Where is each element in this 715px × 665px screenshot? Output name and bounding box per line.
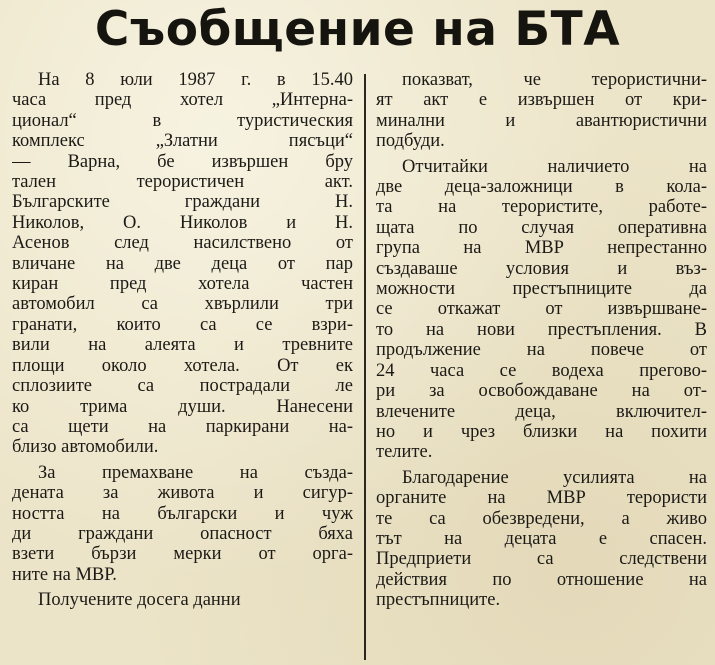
text-line: можности престъпниците да <box>376 279 707 300</box>
text-line: ните на МВР. <box>12 564 117 585</box>
text-line: Отчитайки наличието на <box>402 156 707 177</box>
text-line: площи около хотела. От ек <box>12 355 353 376</box>
text-line: Николов, О. Николов и Н. <box>12 212 353 233</box>
article-column-right <box>376 70 707 662</box>
text-line: то на нови престъпления. В <box>376 319 707 340</box>
article-paragraph <box>376 70 707 152</box>
text-line: ят акт е извършен от кри- <box>376 90 707 111</box>
text-line: вличане на две деца от пар <box>12 253 353 274</box>
text-line: тът на децата е спасен. <box>376 528 707 549</box>
text-line: — Варна, бе извършен бру <box>12 151 353 172</box>
text-line: ди граждани опасност бяха <box>12 523 353 544</box>
text-line: създаваше условия и въз- <box>376 258 707 279</box>
text-line: две деца-заложници в кола- <box>376 177 707 198</box>
text-line: органите на МВР терористи <box>376 488 707 509</box>
article-paragraph <box>12 70 353 458</box>
text-line: група на МВР непрестанно <box>376 238 707 259</box>
text-line: часа пред хотел „Интерна- <box>12 90 353 111</box>
text-line: те са обезвредени, а живо <box>376 508 707 529</box>
text-line: Предприети са следствени <box>376 549 707 570</box>
text-line: престъпниците. <box>376 590 501 611</box>
text-line: показват, че терористични- <box>402 70 707 90</box>
text-line: взети бързи мерки от орга- <box>12 544 353 565</box>
text-line: минални и авантюристични <box>376 110 707 131</box>
text-line: Получените досега данни <box>38 590 241 611</box>
text-line: щата по случая оперативна <box>376 217 707 238</box>
text-line: но и чрез близки на похити <box>376 421 707 442</box>
text-line: близо автомобили. <box>12 437 159 458</box>
text-line: сплозиите са пострадали ле <box>12 376 353 397</box>
text-line: ко трима души. Нанесени <box>12 396 353 417</box>
text-line: За премахване на създа- <box>38 462 353 483</box>
text-line: На 8 юли 1987 г. в 15.40 <box>38 70 353 90</box>
column-divider <box>364 74 366 660</box>
text-line: се откажат от извършване- <box>376 299 707 320</box>
text-line: гранати, които са се взри- <box>12 314 353 335</box>
text-line: та на терористите, работе- <box>376 197 707 218</box>
article-paragraph <box>12 463 353 585</box>
text-line: автомобил са хвърлили три <box>12 294 353 315</box>
text-line: действия по отношение на <box>376 569 707 590</box>
text-line: комплекс „Златни пясъци“ <box>12 131 353 152</box>
text-line: ри за освобождаване на от- <box>376 381 707 402</box>
article-paragraph <box>12 590 353 610</box>
headline: Съобщение на БТА <box>94 2 621 57</box>
text-line: Българските граждани Н. <box>12 192 353 213</box>
article-paragraph <box>376 468 707 611</box>
text-line: киран пред хотела частен <box>12 274 353 295</box>
text-line: телите. <box>376 442 433 463</box>
text-line: подбуди. <box>376 131 445 152</box>
text-line: 24 часа се водеха прегово- <box>376 360 707 381</box>
text-line: Благодарение усилията на <box>402 467 707 488</box>
text-line: вили на алеята и тревните <box>12 335 353 356</box>
text-line: тален терористичен акт. <box>12 172 353 193</box>
text-line: дената за живота и сигур- <box>12 483 353 504</box>
text-line: ността на български и чуж <box>12 503 353 524</box>
text-line: ционал“ в туристическия <box>12 110 353 131</box>
text-line: влечените деца, включител- <box>376 401 707 422</box>
text-line: продължение на повече от <box>376 340 707 361</box>
article-paragraph <box>376 157 707 463</box>
text-line: са щети на паркирани на- <box>12 416 353 437</box>
article-column-left <box>12 70 353 662</box>
text-line: Асенов след насилствено от <box>12 233 353 254</box>
